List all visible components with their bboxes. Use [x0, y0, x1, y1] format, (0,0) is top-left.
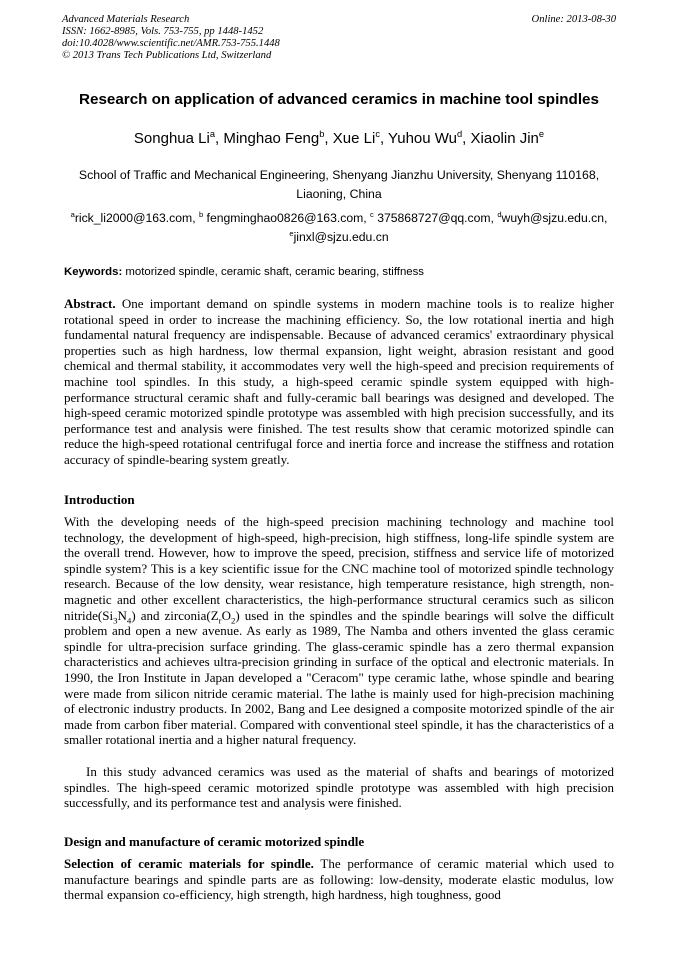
abstract-label: Abstract. [64, 296, 116, 311]
section-heading-introduction: Introduction [64, 492, 135, 507]
abstract-text: One important demand on spindle systems in modern machine tools is to realize higher rotational speed in order to increase the machining efficiency. So, the low rotational inertia and high fundamental natural frequency are indispensable. Because of advanced ceramics' extraordinary physical properties such as high hardness, low thermal expansion, light weight, abrasion resistant and good chemical and thermal stability, it accommodates very well the high-speed and precision requirements of machine tool spindles. In this study, a high-speed ceramic spindle system equipped with high-performance structural ceramic shaft and fully-ceramic ball bearings was designed and developed. The high-speed ceramic motorized spindle prototype was assembled with high precision successfully, and its performance test and analysis were finished. The test results show that ceramic motorized spindle can reduce the high-speed rotational centrifugal force and inertia force and increase the stiffness and rotation accuracy of spindle-bearing system greatly. [64, 296, 614, 467]
author-affil-mark: d [457, 129, 463, 139]
paper-title: Research on application of advanced ceramics in machine tool spindles [79, 91, 599, 108]
journal-header [62, 14, 616, 62]
email-link[interactable]: rick_li2000@163.com, [74, 211, 199, 225]
copyright-line: © 2013 Trans Tech Publications Ltd, Switzerland [62, 50, 272, 61]
section-heading-design: Design and manufacture of ceramic motorized spindle [64, 834, 365, 849]
author-name: Minghao Feng [223, 130, 320, 147]
design-text: The performance of ceramic material which used to manufacture bearings and spindle parts are as following: low-density, moderate elastic modulus, low thermal expansion co-efficiency, high strength, high hardness, high toughness, good [64, 856, 614, 903]
author-name: Xiaolin Jin [470, 130, 539, 147]
design-paragraph [64, 856, 614, 903]
author-name: Songhua Li [133, 130, 210, 147]
author-affil-mark: e [538, 129, 545, 139]
affiliation [62, 166, 616, 204]
keywords [64, 264, 618, 280]
author-affil-mark: b [319, 129, 325, 139]
online-date: Online: 2013-08-30 [531, 14, 616, 25]
introduction-paragraph: With the developing needs of the high-speed precision machining technology and machine tool technology, the development of high-speed, high-precision, high stiffness, long-life spindle system are the overall trend. However, how to improve the speed, precision, stiffness and service life of motorized spindle system? This is a key scientific issue for the CNC machine tool of motorized spindle technology research. Because of the low density, wear resistance, high temperature resistance, high strength, non-magnetic and other excellent characteristics, the high-performance structural ceramics such as silicon $nitride(Si_3N_4)$ and $zirconia(Z_rO_2)$ used in the spindles and the spindle bearings will solve the difficult problem and open a new avenue. As early as 1989, The Namba and others invented the glass ceramic spindle for ultra-precision surface grinding. The glass-ceramic spindle has a zero thermal expansion characteristics and achieves ultra-precision grinding in surface of the optical and electronic materials. In 1990, the Iron Institute in Japan developed a "Ceracom" type ceramic lathe, whose spindle and bearing were made from silicon nitride ceramic material. The lathe is mainly used for high-precision machining of electronic industry products. In 2002, Bang and Lee designed a composite motorized spindle of the air made from carbon fiber material. Compared with conventional steel spindle, it has the characteristics of a smaller rotational inertia and a higher natural frequency. [64, 514, 614, 748]
author-affil-mark: c [375, 129, 380, 139]
keywords-text: motorized spindle, ceramic shaft, ceramic bearing, stiffness [122, 266, 425, 278]
affiliation-line: Liaoning, China [296, 187, 382, 201]
author-emails: $^a$rick_li2000@163.com, $^b$ fengminghao0826@163.com, $^c$ 375868727@qq.com, $^d$wuyh@sjzu.edu.cn, $^e$jinxl@sjzu.edu.cn [70, 209, 608, 244]
issn-line: ISSN: 1662-8985, Vols. 753-755, pp 1448-1452 [62, 26, 264, 37]
email-link[interactable]: fengminghao0826@163.com, [203, 211, 371, 225]
author-affil-mark: a [209, 129, 215, 139]
abstract [64, 296, 614, 468]
author-list: Songhua Li$^a$, Minghao Feng$^b$, Xue Li$^c$, Yuhou Wu$^d$, Xiaolin Jin$^e$ [133, 129, 545, 147]
introduction-paragraph: In this study advanced ceramics was used as the material of shafts and bearings of motorized spindles. The high-speed ceramic motorized spindle prototype was assembled with high precision successfully, and its performance test and analysis were finished. [64, 764, 614, 811]
keywords-label: Keywords: [64, 266, 123, 278]
author-name: Xue Li [332, 130, 376, 147]
subsection-label: Selection of ceramic materials for spindle. [64, 856, 314, 871]
author-name: Yuhou Wu [388, 130, 457, 147]
email-link[interactable]: wuyh@sjzu.edu.cn, [501, 211, 608, 225]
email-link[interactable]: 375868727@qq.com, [373, 211, 498, 225]
email-link[interactable]: jinxl@sjzu.edu.cn [293, 230, 389, 244]
affiliation-line: School of Traffic and Mechanical Engineering, Shenyang Jianzhu University, Shenyang 110168, [78, 168, 600, 182]
journal-name: Advanced Materials Research [62, 14, 190, 25]
doi-line: doi:10.4028/www.scientific.net/AMR.753-755.1448 [62, 38, 280, 49]
